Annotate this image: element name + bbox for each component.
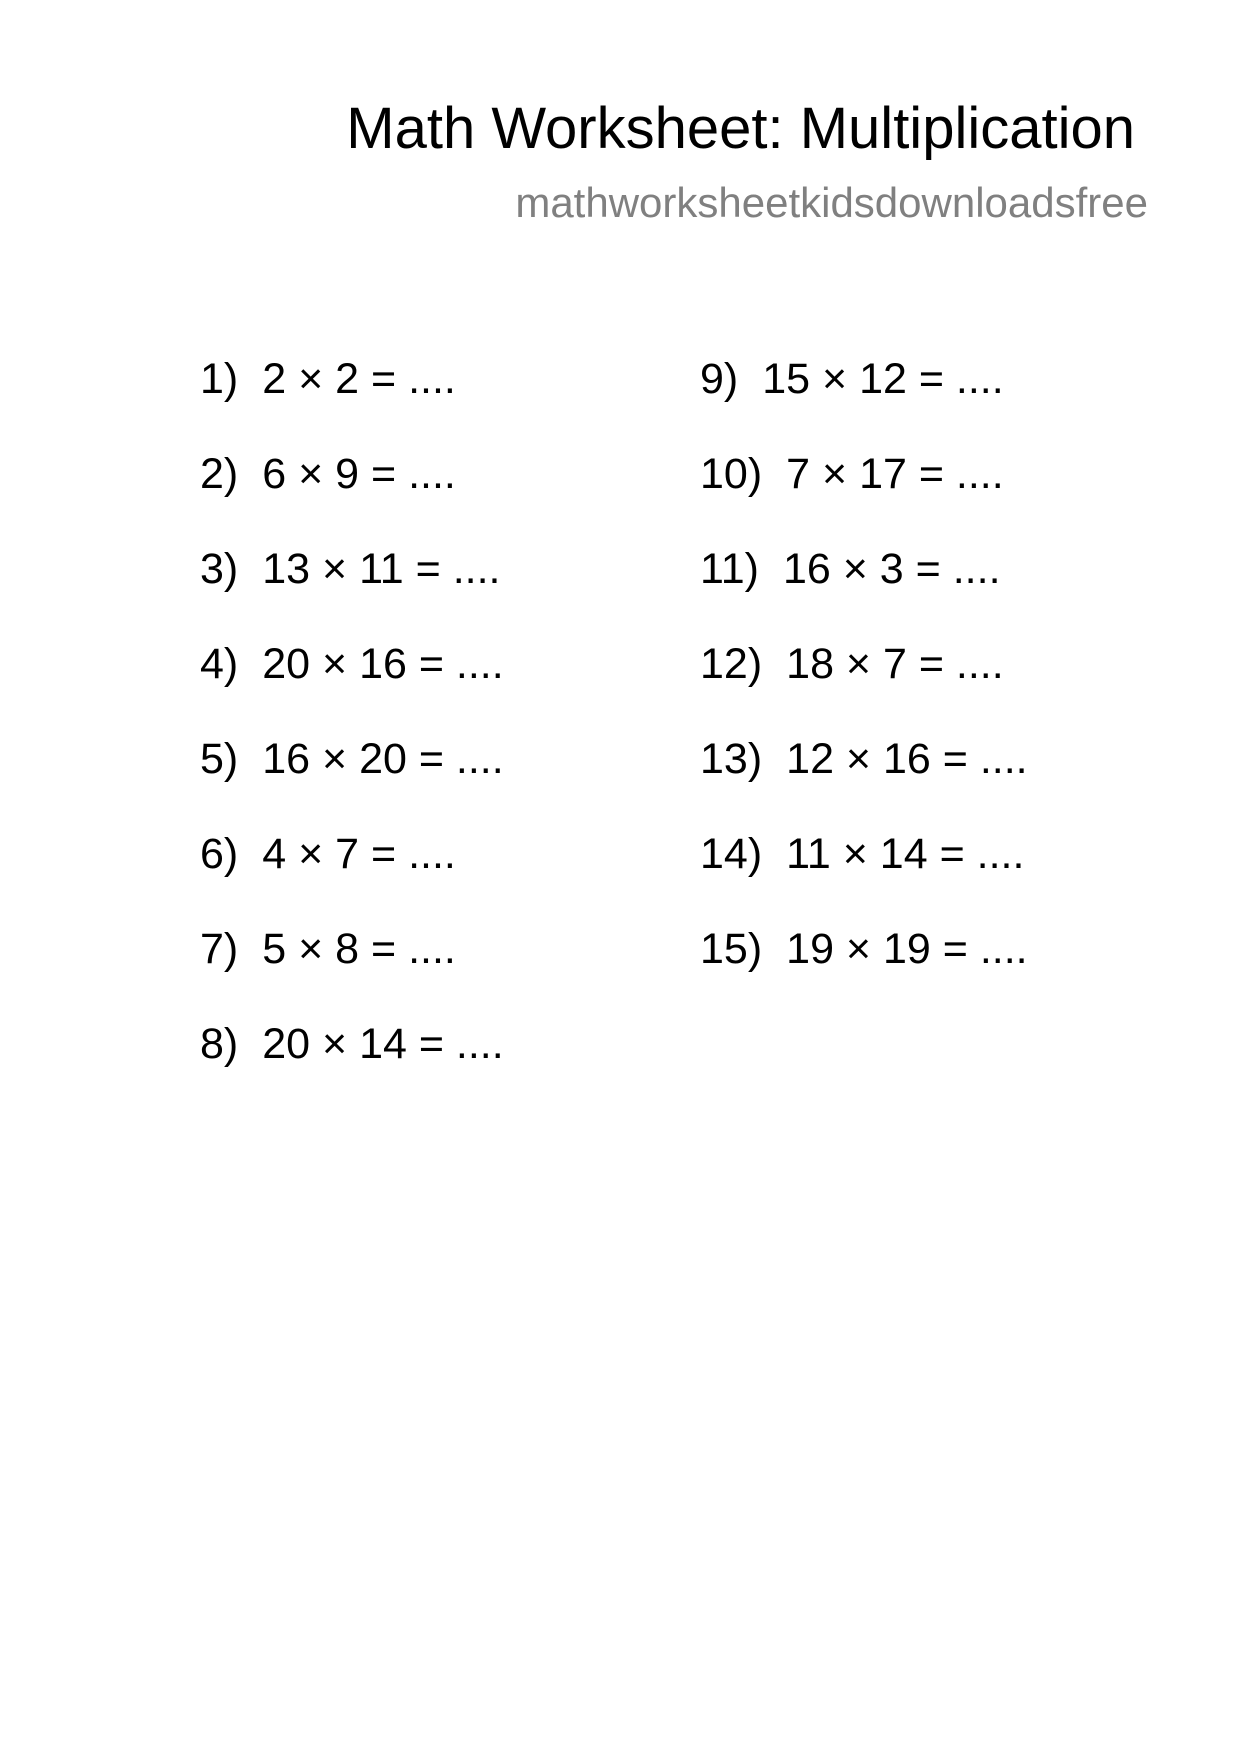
problem-number: 10) xyxy=(700,450,763,498)
problem-number: 13) xyxy=(700,735,763,783)
problem-number: 3) xyxy=(200,545,239,593)
problem-item xyxy=(700,830,1025,878)
problem-item xyxy=(200,355,456,403)
problem-item xyxy=(200,735,504,783)
problem-expression: 2 × 2 = .... xyxy=(262,355,456,403)
problem-number: 7) xyxy=(200,925,239,973)
problem-item xyxy=(700,925,1028,973)
problem-number: 15) xyxy=(700,925,763,973)
problem-item xyxy=(200,450,456,498)
problem-number: 4) xyxy=(200,640,239,688)
problem-item xyxy=(200,640,504,688)
problem-item xyxy=(700,545,1001,593)
problem-number: 8) xyxy=(200,1020,239,1068)
problem-number: 5) xyxy=(200,735,239,783)
problem-item xyxy=(700,450,1004,498)
problem-item xyxy=(200,545,501,593)
page-title: Math Worksheet: Multiplication xyxy=(346,96,1135,161)
problem-number: 14) xyxy=(700,830,763,878)
problem-expression: 19 × 19 = .... xyxy=(786,925,1028,973)
problem-expression: 20 × 14 = .... xyxy=(262,1020,504,1068)
problem-item xyxy=(200,1020,504,1068)
problem-item xyxy=(200,925,456,973)
problem-expression: 7 × 17 = .... xyxy=(786,450,1004,498)
problem-expression: 20 × 16 = .... xyxy=(262,640,504,688)
problem-number: 1) xyxy=(200,355,239,403)
problem-number: 9) xyxy=(700,355,739,403)
problem-expression: 11 × 14 = .... xyxy=(786,830,1025,878)
problem-number: 6) xyxy=(200,830,239,878)
problem-number: 12) xyxy=(700,640,763,688)
problem-expression: 18 × 7 = .... xyxy=(786,640,1004,688)
problem-number: 11) xyxy=(700,545,759,593)
problem-number: 2) xyxy=(200,450,239,498)
problem-expression: 16 × 3 = .... xyxy=(782,545,1001,593)
problem-item xyxy=(700,735,1028,783)
problem-expression: 4 × 7 = .... xyxy=(262,830,456,878)
problem-expression: 5 × 8 = .... xyxy=(262,925,456,973)
problem-item xyxy=(200,830,456,878)
problem-expression: 15 × 12 = .... xyxy=(762,355,1004,403)
problem-expression: 12 × 16 = .... xyxy=(786,735,1028,783)
problem-item xyxy=(700,640,1004,688)
problem-expression: 6 × 9 = .... xyxy=(262,450,456,498)
problem-expression: 16 × 20 = .... xyxy=(262,735,504,783)
problem-expression: 13 × 11 = .... xyxy=(262,545,501,593)
page-subtitle: mathworksheetkidsdownloadsfree xyxy=(515,179,1148,226)
problem-item xyxy=(700,355,1004,403)
